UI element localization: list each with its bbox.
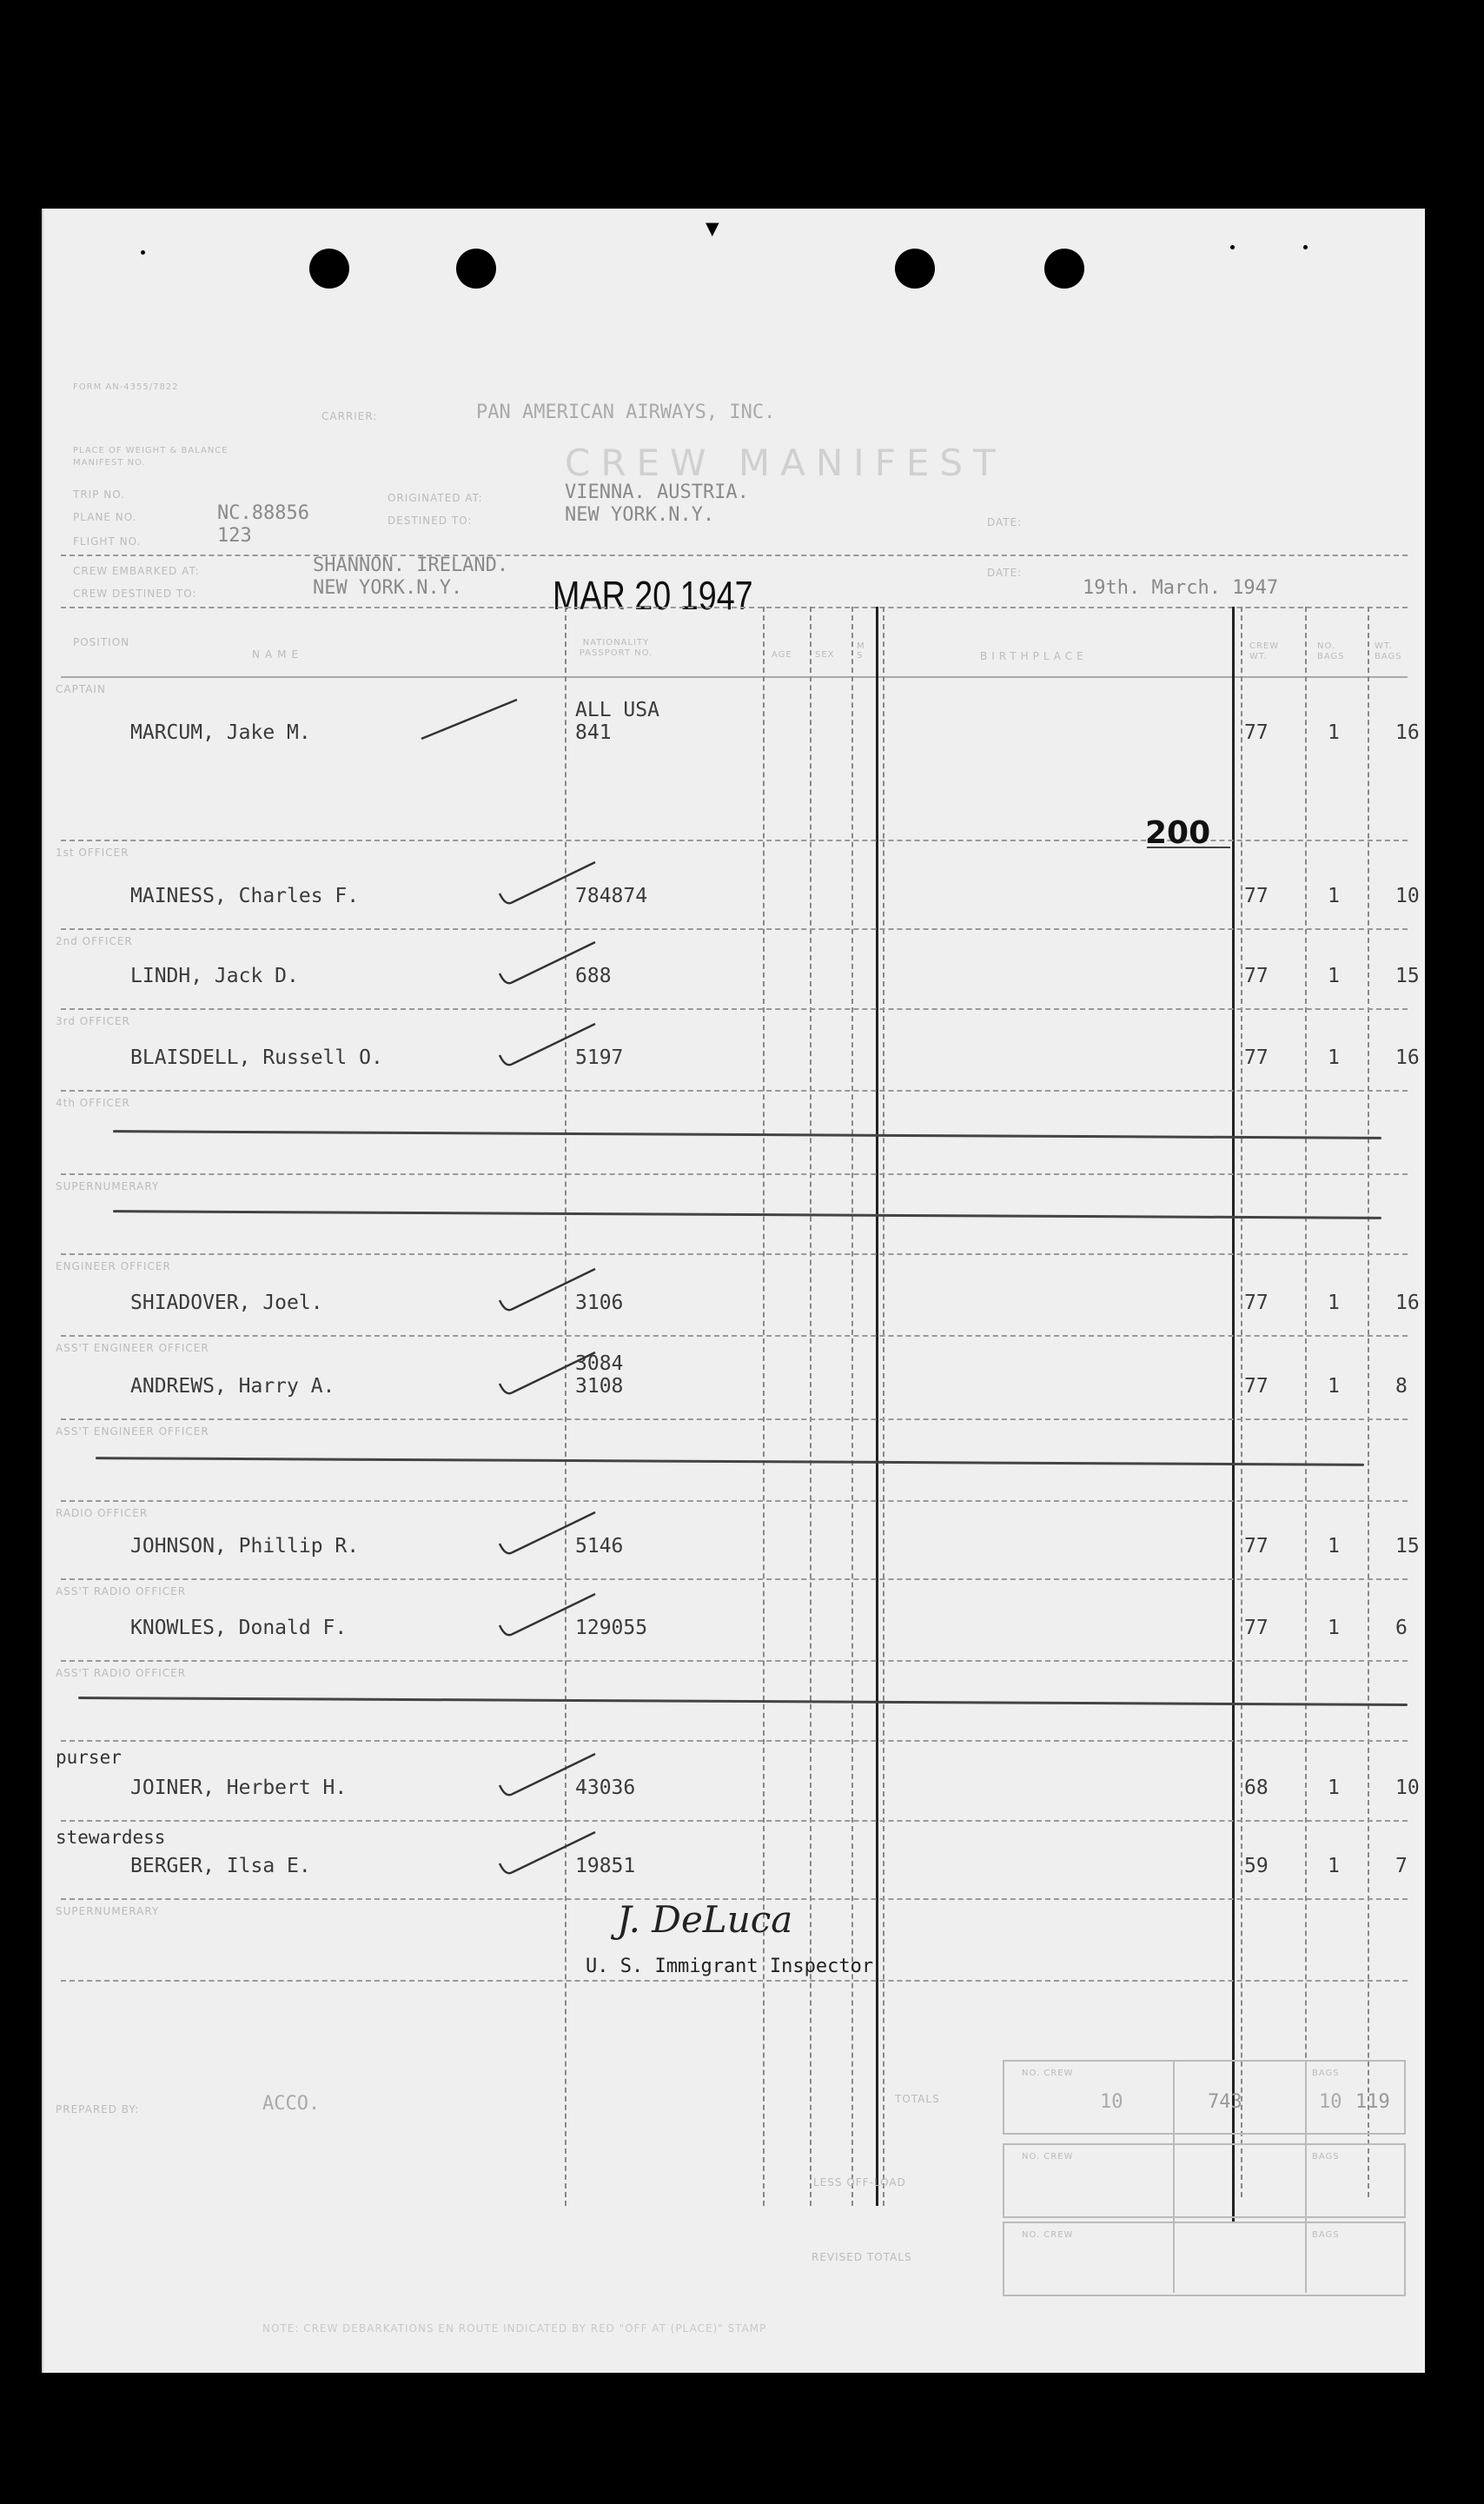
- tick-mark: ▼: [706, 216, 719, 242]
- bag-weight: 6: [1395, 1617, 1408, 1639]
- bag-weight: 10: [1395, 885, 1420, 907]
- passport-no: 129055: [575, 1617, 648, 1639]
- col-sex: SEX: [815, 650, 835, 660]
- row-position: 3rd OFFICER: [56, 1015, 130, 1027]
- punch-hole: [1044, 249, 1084, 289]
- carrier-label: CARRIER:: [321, 410, 378, 422]
- crew-row: [43, 1742, 1425, 1822]
- destined-value: NEW YORK.N.Y.: [565, 504, 715, 526]
- crew-name: BERGER, Ilsa E.: [130, 1855, 311, 1877]
- check-mark: [495, 1591, 600, 1643]
- crew-name: JOINER, Herbert H.: [130, 1777, 348, 1799]
- date2-value: 19th. March. 1947: [1083, 577, 1279, 599]
- row-position: ASS'T ENGINEER OFFICER: [56, 1425, 209, 1438]
- inspector-title: U. S. Immigrant Inspector: [586, 1956, 874, 1977]
- marginal-number: 200: [1145, 815, 1211, 851]
- crew-name: ANDREWS, Harry A.: [130, 1375, 335, 1398]
- row-position: SUPERNUMERARY: [56, 1905, 160, 1917]
- col-age: AGE: [772, 650, 792, 660]
- col-ms: M S: [857, 641, 865, 661]
- embarked-label: CREW EMBARKED AT:: [73, 565, 200, 577]
- col-nationality: NATIONALITY PASSPORT NO.: [579, 638, 653, 658]
- crew-row: [43, 678, 1425, 841]
- passport-no: 688: [575, 965, 612, 987]
- col-bag-weight: WT. BAGS: [1375, 641, 1402, 661]
- total-bag-weight: 119: [1355, 2091, 1390, 2113]
- bag-weight: 16: [1395, 1292, 1420, 1314]
- crew-row: [43, 1092, 1425, 1175]
- punch-hole: [895, 249, 935, 289]
- bag-weight: 8: [1395, 1375, 1408, 1398]
- crew-weight: 77: [1244, 1617, 1269, 1639]
- crew-row: [43, 1255, 1425, 1337]
- form-number: FORM AN-4355/7822: [73, 382, 179, 392]
- passport-no: 3108: [575, 1375, 624, 1398]
- header-divider: [61, 555, 1408, 556]
- crew-row: [43, 841, 1425, 930]
- row-position: stewardess: [56, 1827, 166, 1848]
- embarked-value: SHANNON. IRELAND.: [313, 555, 509, 576]
- row-position: SUPERNUMERARY: [56, 1180, 160, 1192]
- crew-weight: 68: [1244, 1777, 1269, 1799]
- originated-label: ORIGINATED AT:: [388, 492, 483, 504]
- bag-weight: 15: [1395, 1535, 1420, 1558]
- crew-name: SHIADOVER, Joel.: [130, 1292, 323, 1314]
- total-crew: 10: [1100, 2091, 1123, 2113]
- crew-weight: 77: [1244, 885, 1269, 907]
- prepared-label: PREPARED BY:: [56, 2103, 140, 2115]
- row-position: 4th OFFICER: [56, 1097, 130, 1109]
- col-bags: NO. BAGS: [1317, 641, 1345, 661]
- originated-value: VIENNA. AUSTRIA.: [565, 482, 749, 503]
- bag-weight: 10: [1395, 1777, 1420, 1799]
- crew-row: [43, 1175, 1425, 1255]
- crew-row: [43, 1420, 1425, 1502]
- no-crew-label: NO. CREW: [1022, 2069, 1074, 2078]
- crew-weight: 59: [1244, 1855, 1269, 1877]
- col-weight: CREW WT.: [1249, 641, 1280, 661]
- nationality: ALL USA: [575, 699, 659, 721]
- bag-count: 1: [1328, 1855, 1340, 1877]
- check-mark: [495, 1750, 600, 1803]
- trip-label: TRIP NO.: [73, 488, 126, 501]
- crew-weight: 77: [1244, 1535, 1269, 1558]
- marginal-underline: [1147, 847, 1230, 848]
- row-divider: [61, 1980, 1408, 1982]
- bags-label: BAGS: [1312, 2152, 1340, 2162]
- manifest-title: CREW MANIFEST: [565, 442, 1006, 484]
- crew-row: [43, 1580, 1425, 1662]
- manifest-sheet: [42, 209, 1425, 2373]
- check-mark: [495, 1829, 600, 1881]
- crew-row: [43, 1502, 1425, 1580]
- bag-count: 1: [1328, 1617, 1340, 1639]
- date2-label: DATE:: [987, 567, 1023, 579]
- carrier-value: PAN AMERICAN AIRWAYS, INC.: [476, 402, 776, 423]
- no-crew-label: NO. CREW: [1022, 2152, 1074, 2162]
- crew-weight: 77: [1244, 965, 1269, 987]
- col-position: POSITION: [73, 636, 130, 648]
- strike-line: [96, 1457, 1364, 1466]
- passport-no: 19851: [575, 1855, 636, 1877]
- bag-weight: 16: [1395, 1046, 1420, 1069]
- origin-label: PLACE OF WEIGHT & BALANCE MANIFEST NO.: [73, 446, 229, 468]
- crew-weight: 77: [1244, 1292, 1269, 1314]
- passport-no: 5197: [575, 1046, 624, 1069]
- less-offload-label: LESS OFF-LOAD: [813, 2176, 906, 2189]
- crew-weight: 77: [1244, 1375, 1269, 1398]
- bag-count: 1: [1328, 1292, 1340, 1314]
- crew-row: [43, 1010, 1425, 1092]
- totals-label: TOTALS: [895, 2093, 940, 2105]
- col-name: NAME: [252, 648, 304, 661]
- strike-line: [113, 1210, 1381, 1219]
- check-mark: [495, 939, 600, 991]
- passport-no: 43036: [575, 1777, 636, 1799]
- check-mark: [495, 859, 600, 911]
- bag-weight: 7: [1395, 1855, 1408, 1877]
- check-mark: [495, 1265, 600, 1318]
- crew-name: JOHNSON, Phillip R.: [130, 1535, 360, 1558]
- bag-count: 1: [1328, 1535, 1340, 1558]
- passport-no: 3106: [575, 1292, 624, 1314]
- strike-line: [113, 1130, 1381, 1139]
- total-bags: 10: [1319, 2091, 1342, 2113]
- bag-count: 1: [1328, 965, 1340, 987]
- totals-divider: [1305, 2060, 1307, 2293]
- bags-label: BAGS: [1312, 2069, 1340, 2078]
- totals-divider: [1173, 2060, 1175, 2293]
- passport-no: 841: [575, 721, 612, 744]
- crew-weight: 77: [1244, 1046, 1269, 1069]
- header-divider: [61, 607, 1408, 608]
- check-mark: [417, 695, 521, 747]
- crew-row: [43, 930, 1425, 1010]
- revised-totals-label: REVISED TOTALS: [812, 2251, 912, 2263]
- crew-name: BLAISDELL, Russell O.: [130, 1046, 383, 1069]
- punch-hole: [456, 249, 496, 289]
- row-position: CAPTAIN: [56, 683, 106, 695]
- destined-label: DESTINED TO:: [388, 515, 473, 527]
- inspector-signature: J. DeLuca: [617, 1898, 793, 1941]
- crew-row: [43, 1822, 1425, 1900]
- row-position: RADIO OFFICER: [56, 1507, 149, 1519]
- speck: [1303, 245, 1308, 249]
- bag-count: 1: [1328, 721, 1340, 744]
- crew-name: MARCUM, Jake M.: [130, 721, 311, 744]
- punch-hole: [309, 249, 349, 289]
- crew-destined-label: CREW DESTINED TO:: [73, 588, 197, 600]
- speck: [141, 250, 145, 255]
- bags-label: BAGS: [1312, 2230, 1340, 2240]
- crew-row: [43, 1337, 1425, 1420]
- check-mark: [495, 1349, 600, 1401]
- total-weight: 743: [1208, 2091, 1242, 2113]
- footer-note: NOTE: CREW DEBARKATIONS EN ROUTE INDICATED BY RED "OFF AT (PLACE)" STAMP: [262, 2322, 767, 2335]
- plane-label: PLANE NO.: [73, 511, 137, 523]
- bag-count: 1: [1328, 885, 1340, 907]
- received-date-stamp: MAR 20 1947: [553, 573, 753, 618]
- bag-count: 1: [1328, 1777, 1340, 1799]
- check-mark: [495, 1020, 600, 1073]
- crew-name: LINDH, Jack D.: [130, 965, 299, 987]
- strike-line: [78, 1697, 1408, 1706]
- bag-weight: 15: [1395, 965, 1420, 987]
- date-label: DATE:: [987, 516, 1023, 528]
- bag-count: 1: [1328, 1046, 1340, 1069]
- flight-value: 123: [217, 525, 252, 547]
- crew-name: KNOWLES, Donald F.: [130, 1617, 348, 1639]
- col-birthplace: BIRTHPLACE: [980, 650, 1088, 662]
- row-position: ASS'T RADIO OFFICER: [56, 1667, 187, 1679]
- row-position: ENGINEER OFFICER: [56, 1260, 171, 1272]
- speck: [1230, 245, 1235, 249]
- crew-destined-value: NEW YORK.N.Y.: [313, 577, 463, 599]
- passport-no: 5146: [575, 1535, 624, 1558]
- row-position: 2nd OFFICER: [56, 935, 133, 947]
- no-crew-label: NO. CREW: [1022, 2230, 1074, 2240]
- row-position: ASS'T ENGINEER OFFICER: [56, 1342, 209, 1354]
- bag-weight: 16: [1395, 721, 1420, 744]
- crew-weight: 77: [1244, 721, 1269, 744]
- row-position: purser: [56, 1747, 122, 1768]
- row-position: 1st OFFICER: [56, 847, 129, 859]
- row-position: ASS'T RADIO OFFICER: [56, 1585, 187, 1597]
- crew-row: [43, 1662, 1425, 1742]
- prepared-value: ACCO.: [262, 2093, 321, 2115]
- passport-no: 784874: [575, 885, 648, 907]
- flight-label: FLIGHT NO.: [73, 535, 142, 548]
- nationality: 3084: [575, 1352, 624, 1375]
- plane-value: NC.88856: [217, 502, 309, 524]
- bag-count: 1: [1328, 1375, 1340, 1398]
- crew-name: MAINESS, Charles F.: [130, 885, 360, 907]
- check-mark: [495, 1509, 600, 1561]
